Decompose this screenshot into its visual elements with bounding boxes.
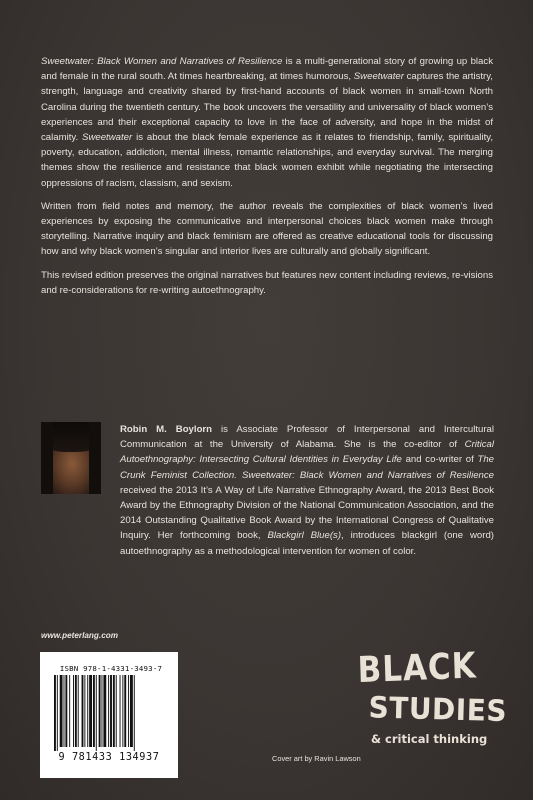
book-description — [41, 54, 493, 306]
logo-line-1: BLACK — [357, 645, 478, 692]
barcode-bars — [54, 675, 164, 751]
author-photo — [41, 422, 101, 494]
description-paragraph-2: Written from field notes and memory, the author reveals the complexities of black women’s lived experiences by exposing the communicative and interpersonal choices black women make through storytelling. Narrative inquiry and black feminism are offered as creative educational tools for discussing how and why black women’s singular and interior lives are culturally and globally significant. — [41, 200, 493, 258]
black-studies-series-logo — [355, 645, 508, 758]
cover-art-credit: Cover art by Ravin Lawson — [272, 754, 361, 763]
description-paragraph-3: This revised edition preserves the original narratives but features new content including reviews, re-visions and re-considerations for re-writing autoethnography. — [41, 269, 493, 296]
isbn-label: ISBN 978-1-4331-3493-7 — [59, 664, 163, 673]
logo-line-3: & critical thinking — [371, 732, 488, 746]
isbn-barcode — [40, 652, 178, 778]
barcode-digits: 9 781433 134937 — [58, 752, 160, 763]
logo-line-2: STUDIES — [368, 690, 508, 729]
author-bio: Robin M. Boylorn is Associate Professor of Interpersonal and Intercultural Communication at the University of Alabama. She is the co-editor of Critical Autoethnography: Intersecting Cultural Identities in Everyday Life and co-writer of The Crunk Feminist Collection. Sweetwater: Black Women and Narratives of Resilience received the 2013 It’s A Way of Life Narrative Ethnography Award, the 2013 Best Book Award by the Ethnography Division of the National Communication Association, and the 2014 Outstanding Qualitative Book Award by the International Congress of Qualitative Inquiry. Her forthcoming book, Blackgirl Blue(s), introduces blackgirl (one word) autoethnography as a methodological intervention for women of color. — [120, 424, 495, 557]
description-paragraph-1: Sweetwater: Black Women and Narratives of Resilience is a multi-generational story of growing up black and female in the rural south. At times heartbreaking, at times humorous, Sweetwater captures the artistry, strength, language and creativity shared by first-hand accounts of black women in small-town North Carolina during the twentieth century. The book uncovers the versatility and universality of black women’s experiences and their exceptional capacity to love in the face of adversity, and hope in the midst of calamity. Sweetwater is about the black female experience as it relates to friendship, family, spirituality, poverty, education, addiction, mental illness, romantic relationships, and everyday survival. The merging themes show the resilience and resistance that black women exhibit while negotiating the intersecting oppressions of racism, classism, and sexism. — [41, 56, 493, 189]
publisher-url[interactable]: www.peterlang.com — [41, 631, 119, 640]
